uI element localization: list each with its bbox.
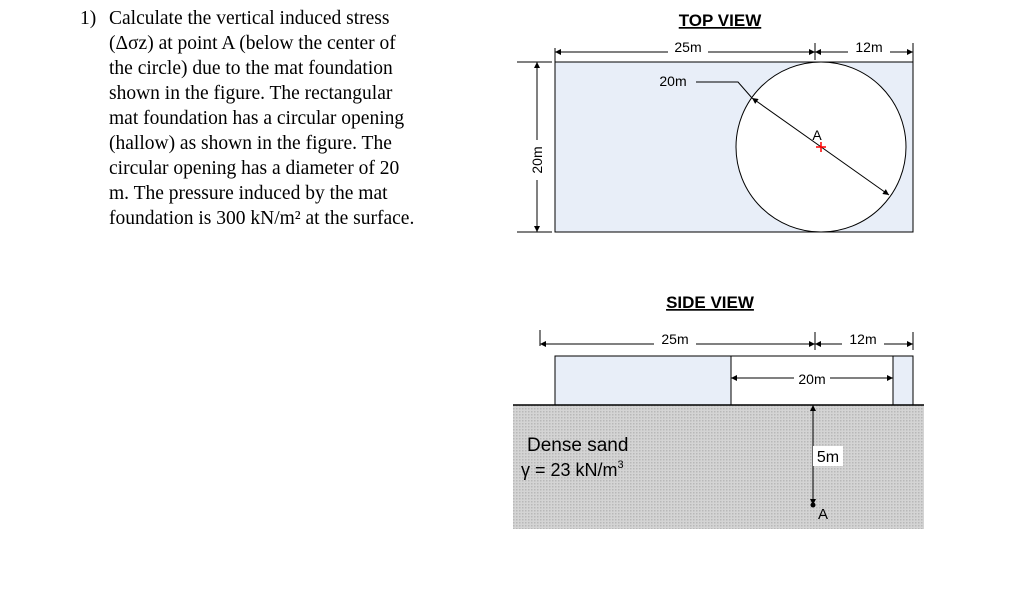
problem-line: Calculate the vertical induced stress (109, 8, 390, 29)
top-overhang-label: 12m (855, 39, 883, 55)
problem-line: m. The pressure induced by the mat (109, 183, 388, 204)
problem-line: mat foundation has a circular opening (109, 108, 405, 129)
side-opening-label: 20m (798, 371, 826, 387)
problem-line: foundation is 300 kN/m² at the surface. (109, 208, 415, 229)
top-view-title: TOP VIEW (678, 11, 762, 30)
side-point-a-marker (811, 503, 816, 508)
side-point-a-label: A (817, 506, 829, 523)
soil-name: Dense sand (527, 435, 629, 456)
diameter-label: 20m (659, 73, 687, 89)
problem-line: (hallow) as shown in the figure. The (109, 133, 392, 154)
problem-line: (Δσz) at point A (below the center of (109, 33, 396, 54)
side-view-title: SIDE VIEW (666, 293, 754, 312)
problem-number: 1) (80, 8, 97, 29)
top-point-a-label: A (812, 127, 822, 143)
depth-label: 5m (816, 449, 840, 466)
side-length-label: 25m (661, 331, 689, 347)
top-length-label: 25m (674, 39, 702, 55)
soil-unit-weight: γ = 23 $kN/m^3$ (521, 459, 624, 480)
problem-line: circular opening has a diameter of 20 (109, 158, 400, 179)
side-overhang-label: 12m (849, 331, 877, 347)
problem-line: shown in the figure. The rectangular (109, 83, 393, 104)
problem-line: the circle) due to the mat foundation (109, 58, 393, 79)
width-label: 20m (529, 146, 545, 174)
